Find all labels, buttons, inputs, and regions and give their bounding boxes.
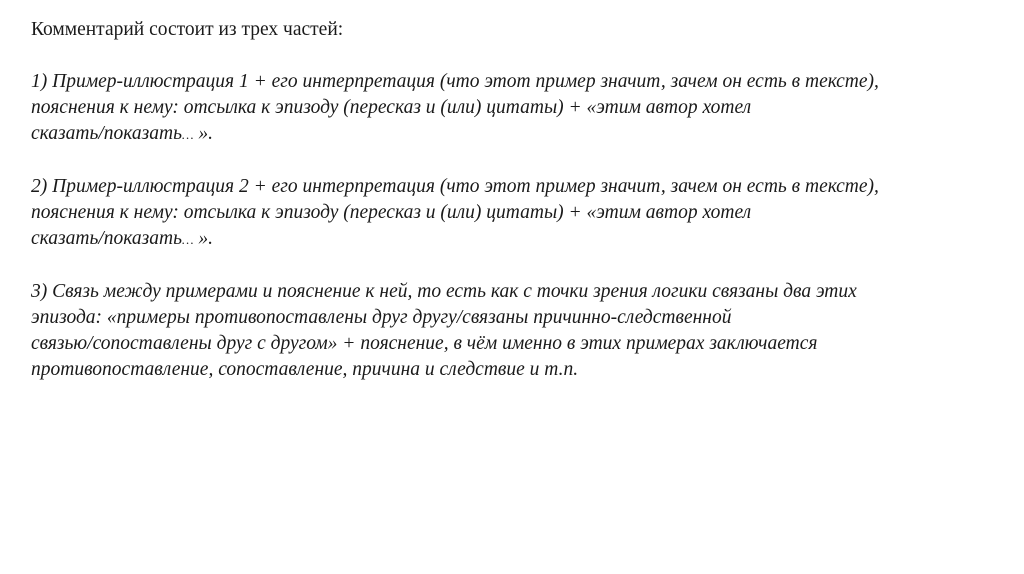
part-1-line-1: 1) Пример-иллюстрация 1 + его интерпретация (что этот пример значит, зачем он есть в тексте),: [31, 71, 879, 92]
comment-part-2: [31, 174, 984, 253]
part-2-line-3-start: сказать/показать: [31, 228, 182, 249]
part-1-line-3: [31, 121, 984, 148]
part-1-line-2: пояснения к нему: отсылка к эпизоду (пересказ и (или) цитаты) + «этим автор хотел: [31, 97, 752, 118]
part-2-line-2: пояснения к нему: отсылка к эпизоду (пересказ и (или) цитаты) + «этим автор хотел: [31, 202, 752, 223]
part-2-ellipsis: …: [181, 232, 194, 247]
part-3-line-4: противопоставление, сопоставление, причина и следствие и т.п.: [31, 359, 579, 380]
part-2-line-3-end: ».: [193, 228, 214, 249]
part-2-line-1: 2) Пример-иллюстрация 2 + его интерпретация (что этот пример значит, зачем он есть в тексте),: [31, 176, 879, 197]
part-3-line-2: эпизода: «примеры противопоставлены друг другу/связаны причинно-следственной: [31, 307, 732, 328]
part-3-line-3: связью/сопоставлены друг с другом» + пояснение, в чём именно в этих примерах заключается: [31, 333, 818, 354]
comment-part-1: [31, 69, 984, 148]
part-1-line-3-start: сказать/показать: [31, 123, 182, 144]
part-2-line-3: [31, 226, 984, 253]
slide-heading: Комментарий состоит из трех частей:: [31, 19, 344, 40]
part-1-line-3-end: ».: [193, 123, 214, 144]
comment-part-3: [31, 279, 984, 383]
part-3-line-1: 3) Связь между примерами и пояснение к ней, то есть как с точки зрения логики связаны два этих: [31, 281, 857, 302]
part-1-ellipsis: …: [181, 127, 194, 142]
